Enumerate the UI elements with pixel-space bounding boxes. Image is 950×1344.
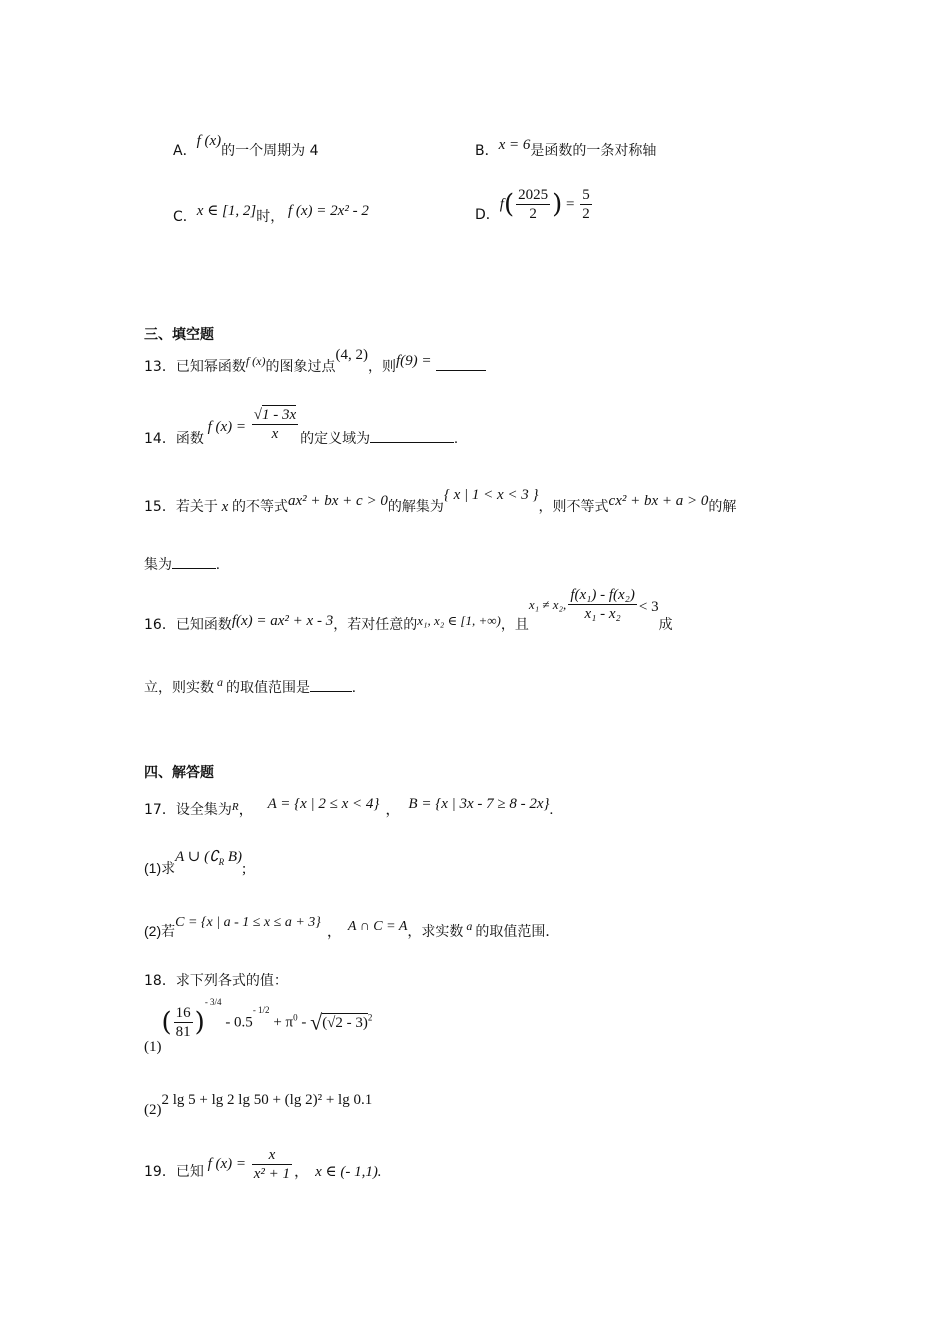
option-b: B．x = 6是函数的一条对称轴 bbox=[475, 137, 657, 159]
q13-expr: f(9) = bbox=[395, 353, 432, 369]
question-16: 16．已知函数f(x) = ax² + x - 3，若对任意的x₁, x₂ ∈ [1, +∞)，且x₁ ≠ x₂, $\frac{\text{f(x₁) - f(x₂)}}{\text{x₁ - x₂}}$ < 3成 bbox=[144, 587, 673, 633]
question-14: 14．函数 f (x) = $\frac{√1 - 3x}{x}$ 的定义域为 . bbox=[144, 407, 458, 447]
question-19: 19．已知 f (x) = $\frac{x}{\text{x² + 1}}$ ， x ∈ (- 1,1). bbox=[144, 1147, 382, 1182]
question-15: 15．若关于 x 的不等式ax² + bx + c > 0的解集为{ x | 1 < x < 3 }，则不等式cx² + bx + a > 0的解 bbox=[144, 487, 737, 515]
log-expr: 2 lg 5 + lg 2 lg 50 + (lg 2)² + lg 0.1 bbox=[161, 1092, 373, 1108]
option-c: C．x ∈ [1, 2]时， f (x) = 2x² - 2 bbox=[173, 203, 369, 225]
option-a: A．f (x)的一个周期为 4 bbox=[173, 133, 319, 159]
domain-expr: x₁, x₂ ∈ [1, +∞) bbox=[417, 613, 501, 628]
question-16-cont: 立，则实数 $^a$ 的取值范围是 . bbox=[144, 675, 356, 696]
domain-expr: x ∈ (- 1,1). bbox=[315, 1164, 382, 1180]
function-expr: f(x) = ax² + x - 3 bbox=[231, 613, 334, 629]
option-c-domain: x ∈ [1, 2] bbox=[196, 203, 257, 219]
question-17-part2: (2)若C = {x | a - 1 ≤ x ≤ a + 3}， A ∩ C = A，求实数 $^a$ 的取值范围． bbox=[144, 915, 560, 940]
frac-numerator: x bbox=[252, 1146, 292, 1165]
question-13: 13．已知幂函数$^{f (x)}$的图象过点(4, 2)，则f(9) = bbox=[144, 356, 486, 376]
option-d: D．f( $\frac{2025}{2}$ ) = $\frac{5}{2}$ bbox=[475, 187, 590, 223]
set-b: B = {x | 3x - 7 ≥ 8 - 2x} bbox=[408, 796, 550, 812]
option-text: 的一个周期为 4 bbox=[221, 143, 319, 159]
section-title: 四、解答题 bbox=[144, 765, 214, 781]
condition: A ∩ C = A bbox=[347, 919, 408, 934]
frac-numerator: f(x₁) - f(x₂) bbox=[570, 587, 635, 603]
solution-set: x | 1 < x < 3 bbox=[453, 487, 529, 503]
frac-numerator: 2025 bbox=[518, 187, 549, 203]
answer-blank[interactable] bbox=[172, 568, 216, 569]
frac-denominator: x bbox=[271, 426, 279, 442]
frac-numerator: 1 - 3x bbox=[262, 407, 297, 423]
section-title: 三、填空题 bbox=[144, 327, 214, 343]
inequality: ax² + bx + c > 0 bbox=[288, 493, 388, 509]
set-c: C = {x | a - 1 ≤ x ≤ a + 3} bbox=[175, 915, 321, 930]
question-18: 18．求下列各式的值： bbox=[144, 973, 288, 989]
answer-blank[interactable] bbox=[370, 442, 454, 443]
inequality: cx² + bx + a > 0 bbox=[608, 493, 709, 509]
frac-denominator: x² + 1 bbox=[253, 1166, 291, 1182]
question-17: 17．设全集为$^R$， A = {x | 2 ≤ x < 4} ， B = {x | 3x - 7 ≥ 8 - 2x}. bbox=[144, 796, 554, 818]
option-label: A． bbox=[173, 143, 197, 159]
frac-denominator: x₁ - x₂ bbox=[584, 606, 621, 622]
answer-blank[interactable] bbox=[310, 691, 352, 692]
set-a: A = {x | 2 ≤ x < 4} bbox=[267, 796, 380, 812]
question-15-cont: 集为 . bbox=[144, 557, 220, 573]
question-18-part2: (2)2 lg 5 + lg 2 lg 50 + (lg 2)² + lg 0.1 bbox=[144, 1092, 373, 1118]
option-b-expr: x = 6 bbox=[498, 137, 531, 153]
point: (4, 2) bbox=[335, 347, 368, 363]
question-17-part1: (1)求A ∪ ($∁_R$ B); bbox=[144, 849, 247, 877]
question-18-part1: (1)( $\frac{16}{81}$ )$^{- 3/4} - 0.5^{- 1/2} + \pi^0 - √(√2 - 3)^2$ bbox=[144, 996, 373, 1055]
answer-blank[interactable] bbox=[436, 370, 486, 371]
frac-denominator: 2 bbox=[529, 206, 537, 222]
option-c-expr: = 2x² - 2 bbox=[316, 203, 369, 219]
